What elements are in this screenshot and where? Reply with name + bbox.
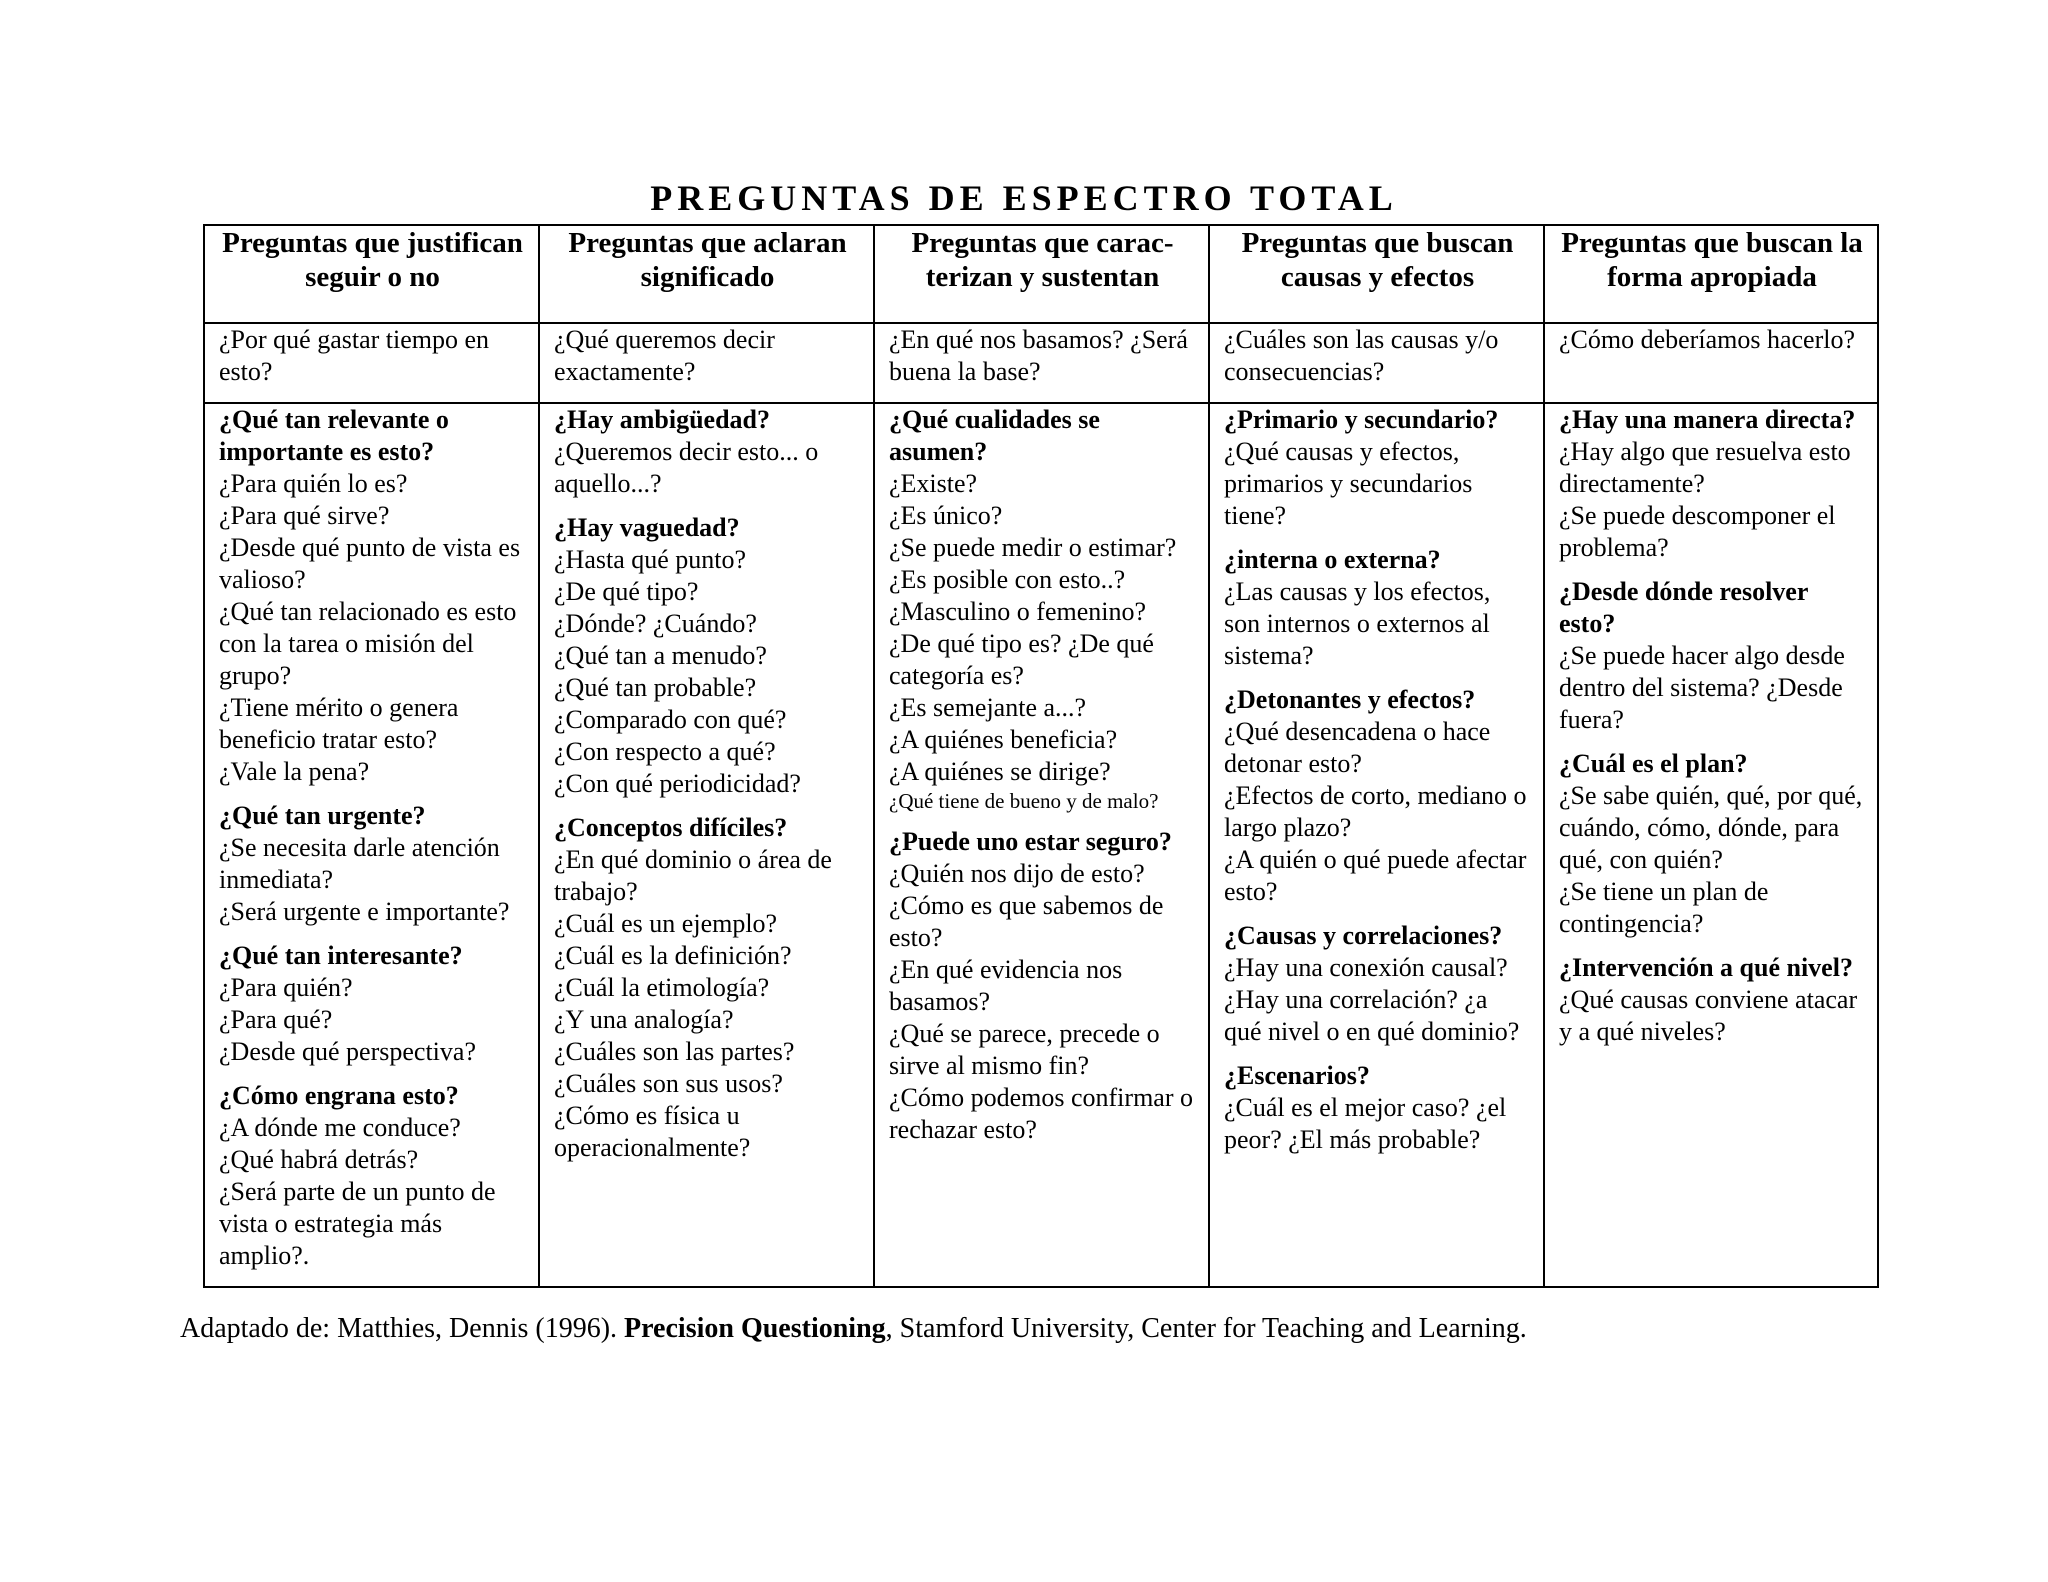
- column-subheader: ¿Cómo deberíamos hacerlo?: [1544, 323, 1878, 403]
- group-title: ¿interna o externa?: [1224, 545, 1441, 574]
- column-header: Preguntas que aclaran significado: [539, 225, 874, 323]
- question-group: [554, 512, 861, 800]
- subheader-row: [204, 323, 1878, 403]
- question-item: ¿Se puede medir o estimar?: [889, 533, 1177, 562]
- question-group: [219, 800, 526, 928]
- question-item: ¿Para quién?: [219, 973, 353, 1002]
- question-item: ¿Dónde? ¿Cuándo?: [554, 609, 757, 638]
- question-item: ¿Cómo es que sabemos de esto?: [889, 891, 1164, 952]
- question-item: ¿Efectos de corto, mediano o largo plazo?: [1224, 781, 1527, 842]
- question-item: ¿Qué causas conviene atacar y a qué niveles?: [1559, 985, 1858, 1046]
- column-subheader: ¿Cuáles son las causas y/o consecuencias?: [1209, 323, 1544, 403]
- question-item: ¿Cuáles son sus usos?: [554, 1069, 783, 1098]
- column-questions: [1209, 403, 1544, 1287]
- question-group: [1224, 684, 1531, 908]
- group-title: ¿Intervención a qué nivel?: [1559, 953, 1853, 982]
- question-item-small: ¿Qué tiene de bueno y de malo?: [889, 789, 1159, 813]
- question-item: ¿Cómo es física u operacionalmente?: [554, 1101, 751, 1162]
- group-title: ¿Cuál es el plan?: [1559, 749, 1748, 778]
- question-item: ¿Masculino o femenino?: [889, 597, 1147, 626]
- question-group: [1559, 952, 1865, 1048]
- group-title: ¿Escenarios?: [1224, 1061, 1370, 1090]
- question-item: ¿Qué tan relacionado es esto con la tarea o misión del grupo?: [219, 597, 517, 690]
- document-title: PREGUNTAS DE ESPECTRO TOTAL: [650, 178, 1398, 218]
- question-item: ¿Vale la pena?: [219, 757, 370, 786]
- question-group: [1224, 920, 1531, 1048]
- question-item: ¿Se necesita darle atención inmediata?: [219, 833, 500, 894]
- question-item: ¿Cuál es el mejor caso? ¿el peor? ¿El más probable?: [1224, 1093, 1507, 1154]
- question-group: [1224, 544, 1531, 672]
- question-group: [219, 1080, 526, 1272]
- question-item: ¿Cuál es la definición?: [554, 941, 792, 970]
- question-item: ¿Cuál la etimología?: [554, 973, 770, 1002]
- question-item: ¿Para qué?: [219, 1005, 333, 1034]
- group-title: ¿Hay vaguedad?: [554, 513, 740, 542]
- question-item: ¿A quiénes se dirige?: [889, 757, 1111, 786]
- column-header: Preguntas que justifican seguir o no: [204, 225, 539, 323]
- question-item: ¿Y una analogía?: [554, 1005, 734, 1034]
- question-item: ¿Comparado con qué?: [554, 705, 787, 734]
- question-group: [889, 404, 1196, 814]
- group-title: ¿Desde dónde resolver esto?: [1559, 577, 1808, 638]
- question-group: [1559, 748, 1865, 940]
- question-item: ¿Existe?: [889, 469, 978, 498]
- question-group: [1224, 1060, 1531, 1156]
- question-item: ¿Para quién lo es?: [219, 469, 408, 498]
- question-group: [554, 404, 861, 500]
- question-item: ¿De qué tipo?: [554, 577, 699, 606]
- column-subheader: ¿Qué queremos decir exactamente?: [539, 323, 874, 403]
- group-title: ¿Qué tan interesante?: [219, 941, 463, 970]
- column-subheader: ¿Por qué gastar tiempo en esto?: [204, 323, 539, 403]
- question-item: ¿Desde qué perspectiva?: [219, 1037, 476, 1066]
- group-title: ¿Primario y secundario?: [1224, 405, 1499, 434]
- column-questions: [874, 403, 1209, 1287]
- question-item: ¿Es posible con esto..?: [889, 565, 1126, 594]
- question-group: [554, 812, 861, 1164]
- question-item: ¿Qué se parece, precede o sirve al mismo fin?: [889, 1019, 1160, 1080]
- question-item: ¿Qué tan probable?: [554, 673, 757, 702]
- question-item: ¿Hasta qué punto?: [554, 545, 747, 574]
- column-header: Preguntas que carac- terizan y sustentan: [874, 225, 1209, 323]
- header-row: [204, 225, 1878, 323]
- citation-title: Precision Questioning: [624, 1313, 886, 1344]
- question-group: [889, 826, 1196, 1146]
- question-item: ¿A quiénes beneficia?: [889, 725, 1118, 754]
- question-item: ¿Con qué periodicidad?: [554, 769, 801, 798]
- question-item: ¿Hay algo que resuelva esto directamente?: [1559, 437, 1851, 498]
- question-item: ¿Quién nos dijo de esto?: [889, 859, 1145, 888]
- question-group: [1224, 404, 1531, 532]
- question-item: ¿Queremos decir esto... o aquello...?: [554, 437, 819, 498]
- question-item: ¿En qué dominio o área de trabajo?: [554, 845, 832, 906]
- question-item: ¿Qué habrá detrás?: [219, 1145, 419, 1174]
- question-group: [1559, 576, 1865, 736]
- question-item: ¿Cómo podemos confirmar o rechazar esto?: [889, 1083, 1193, 1144]
- question-item: ¿Se tiene un plan de contingencia?: [1559, 877, 1769, 938]
- question-group: [219, 404, 526, 788]
- question-item: ¿Tiene mérito o genera beneficio tratar esto?: [219, 693, 459, 754]
- group-title: ¿Causas y correlaciones?: [1224, 921, 1503, 950]
- group-title: ¿Hay ambigüedad?: [554, 405, 770, 434]
- question-item: ¿Se puede hacer algo desde dentro del sistema? ¿Desde fuera?: [1559, 641, 1845, 734]
- question-item: ¿Qué tan a menudo?: [554, 641, 767, 670]
- question-item: ¿Será urgente e importante?: [219, 897, 510, 926]
- questions-row: [204, 403, 1878, 1287]
- question-item: ¿Para qué sirve?: [219, 501, 390, 530]
- question-item: ¿Se sabe quién, qué, por qué, cuándo, cómo, dónde, para qué, con quién?: [1559, 781, 1863, 874]
- question-item: ¿Qué desencadena o hace detonar esto?: [1224, 717, 1491, 778]
- question-item: ¿Hay una conexión causal?: [1224, 953, 1508, 982]
- group-title: ¿Detonantes y efectos?: [1224, 685, 1476, 714]
- group-title: ¿Hay una manera directa?: [1559, 405, 1856, 434]
- column-header: Preguntas que buscan la forma apropiada: [1544, 225, 1878, 323]
- group-title: ¿Conceptos difíciles?: [554, 813, 788, 842]
- column-header: Preguntas que buscan causas y efectos: [1209, 225, 1544, 323]
- question-group: [219, 940, 526, 1068]
- question-item: ¿A dónde me conduce?: [219, 1113, 461, 1142]
- citation-suffix: , Stamford University, Center for Teaching and Learning.: [885, 1313, 1527, 1344]
- question-item: ¿Se puede descomponer el problema?: [1559, 501, 1836, 562]
- question-item: ¿De qué tipo es? ¿De qué categoría es?: [889, 629, 1154, 690]
- citation-prefix: Adaptado de: Matthies, Dennis (1996).: [180, 1313, 618, 1344]
- question-item: ¿Desde qué punto de vista es valioso?: [219, 533, 521, 594]
- question-item: ¿Las causas y los efectos, son internos o externos al sistema?: [1224, 577, 1491, 670]
- group-title: ¿Puede uno estar seguro?: [889, 827, 1172, 856]
- question-item: ¿Qué causas y efectos, primarios y secundarios tiene?: [1224, 437, 1473, 530]
- question-item: ¿Es único?: [889, 501, 1003, 530]
- group-title: ¿Qué cualidades se asumen?: [889, 405, 1100, 466]
- column-subheader: ¿En qué nos basamos? ¿Será buena la base?: [874, 323, 1209, 403]
- citation-footer: [180, 1311, 1527, 1347]
- question-item: ¿Con respecto a qué?: [554, 737, 776, 766]
- question-item: ¿Cuál es un ejemplo?: [554, 909, 778, 938]
- question-item: ¿En qué evidencia nos basamos?: [889, 955, 1123, 1016]
- question-item: ¿Cuáles son las partes?: [554, 1037, 795, 1066]
- column-questions: [204, 403, 539, 1287]
- question-item: ¿Es semejante a...?: [889, 693, 1087, 722]
- column-questions: [539, 403, 874, 1287]
- question-item: ¿A quién o qué puede afectar esto?: [1224, 845, 1527, 906]
- column-questions: [1544, 403, 1878, 1287]
- group-title: ¿Qué tan urgente?: [219, 801, 426, 830]
- question-item: ¿Será parte de un punto de vista o estrategia más amplio?.: [219, 1177, 496, 1270]
- group-title: ¿Qué tan relevante o importante es esto?: [219, 405, 449, 466]
- question-item: ¿Hay una correlación? ¿a qué nivel o en qué dominio?: [1224, 985, 1520, 1046]
- group-title: ¿Cómo engrana esto?: [219, 1081, 459, 1110]
- question-group: [1559, 404, 1865, 564]
- questions-table: [203, 224, 1879, 1288]
